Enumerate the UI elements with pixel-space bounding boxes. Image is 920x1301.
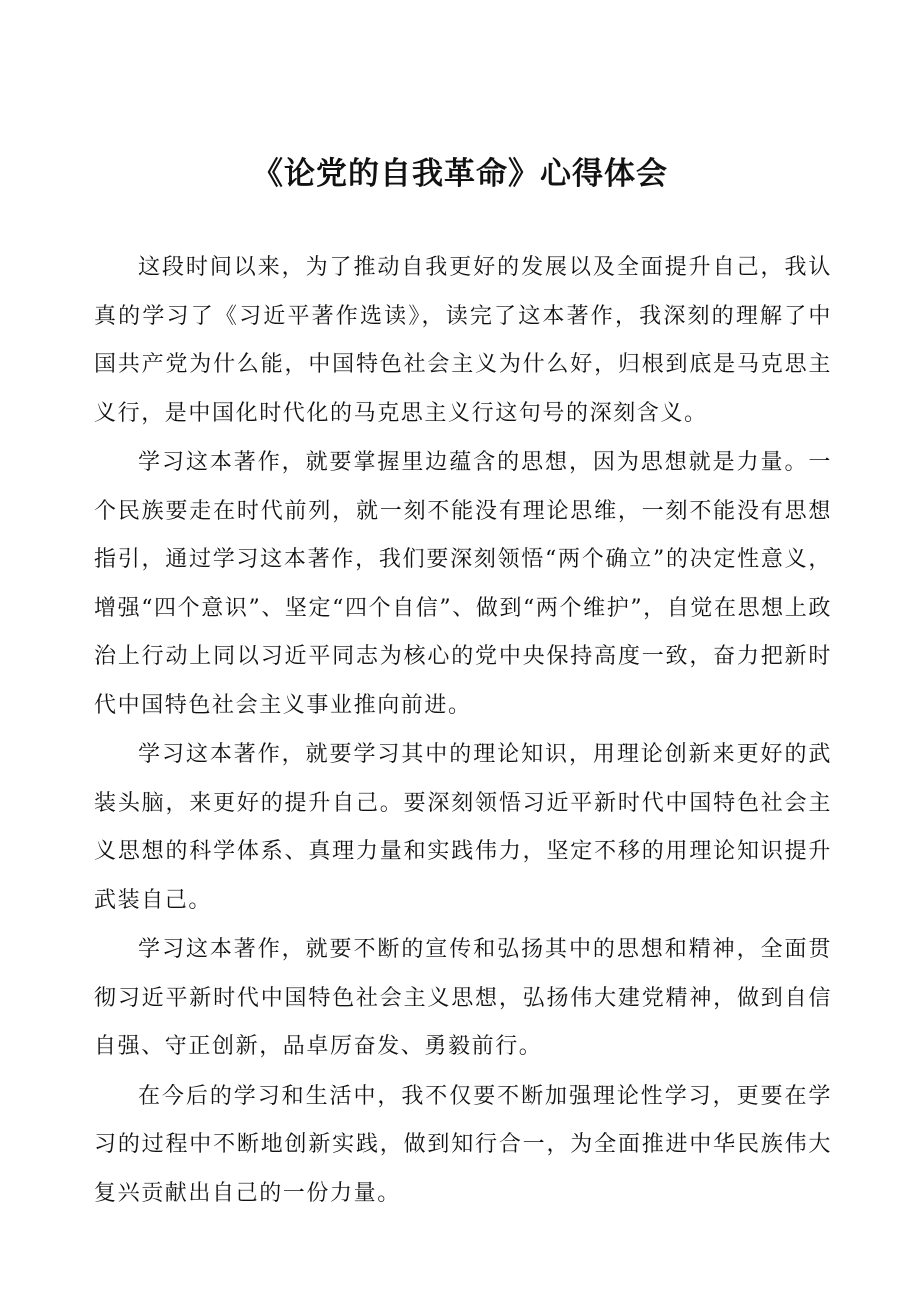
document-title: 《论党的自我革命》心得体会: [252, 156, 668, 192]
paragraph-3: 学习这本著作，就要学习其中的理论知识，用理论创新来更好的武装头脑，来更好的提升自己。要深刻领悟习近平新时代中国特色社会主义思想的科学体系、真理力量和实践伟力，坚定不移的用理论知识提升武装自己。: [94, 742, 832, 913]
document-body: [94, 244, 832, 1219]
paragraph-4: 学习这本著作，就要不断的宣传和弘扬其中的思想和精神，全面贯彻习近平新时代中国特色社会主义思想，弘扬伟大建党精神，做到自信自强、守正创新，品卓厉奋发、勇毅前行。: [94, 937, 832, 1059]
paragraph-2: 学习这本著作，就要掌握里边蕴含的思想，因为思想就是力量。一个民族要走在时代前列，就一刻不能没有理论思维，一刻不能没有思想指引，通过学习这本著作，我们要深刻领悟“两个确立”的决定性意义，增强“四个意识”、坚定“四个自信”、做到“两个维护”，自觉在思想上政治上行动上同以习近平同志为核心的党中央保持高度一致，奋力把新时代中国特色社会主义事业推向前进。: [94, 450, 832, 718]
paragraph-5: 在今后的学习和生活中，我不仅要不断加强理论性学习，更要在学习的过程中不断地创新实践，做到知行合一，为全面推进中华民族伟大复兴贡献出自己的一份力量。: [94, 1083, 832, 1206]
paragraph-1: 这段时间以来，为了推动自我更好的发展以及全面提升自己，我认真的学习了《习近平著作选读》，读完了这本著作，我深刻的理解了中国共产党为什么能，中国特色社会主义为什么好，归根到底是马克思主义行，是中国化时代化的马克思主义行这句号的深刻含义。: [94, 255, 832, 426]
